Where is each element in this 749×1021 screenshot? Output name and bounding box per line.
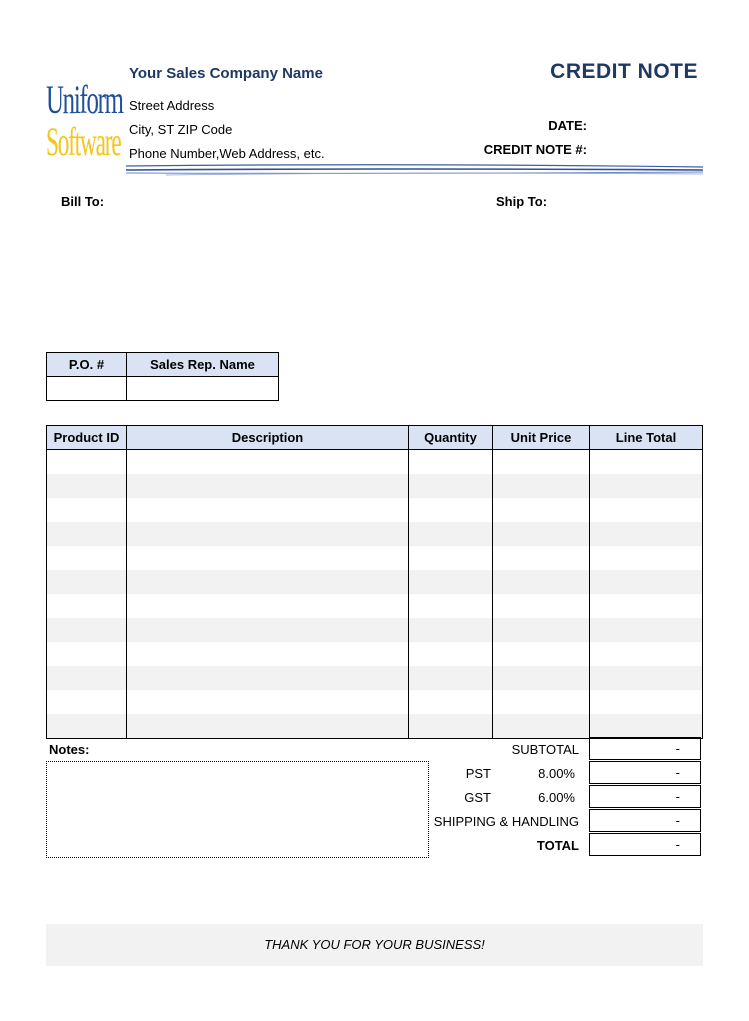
pst-rate[interactable]: 8.00% [538, 766, 575, 781]
pst-value: - [589, 761, 701, 784]
header-rule [46, 163, 703, 177]
description-cell[interactable] [127, 450, 409, 475]
notes-box[interactable] [46, 761, 429, 858]
unit-price-cell[interactable] [493, 690, 590, 714]
product-id-cell[interactable] [47, 666, 127, 690]
unit-price-cell[interactable] [493, 546, 590, 570]
logo-text-uniform: Uniform [46, 77, 123, 122]
product-id-cell[interactable] [47, 474, 127, 498]
line-total-cell[interactable] [590, 450, 703, 475]
product-id-cell[interactable] [47, 642, 127, 666]
po-table [46, 352, 279, 401]
description-header: Description [127, 426, 409, 450]
item-rows [47, 450, 703, 739]
po-number-cell[interactable] [47, 377, 127, 401]
description-cell[interactable] [127, 474, 409, 498]
unit-price-cell[interactable] [493, 522, 590, 546]
items-table [46, 425, 703, 739]
quantity-cell[interactable] [409, 594, 493, 618]
table-row [47, 546, 703, 570]
line-total-cell[interactable] [590, 546, 703, 570]
table-row [47, 450, 703, 475]
unit-price-cell[interactable] [493, 474, 590, 498]
company-street: Street Address [129, 98, 215, 113]
description-cell[interactable] [127, 522, 409, 546]
footer-thank-you: THANK YOU FOR YOUR BUSINESS! [46, 924, 703, 966]
shipping-value[interactable]: - [589, 809, 701, 832]
line-total-cell[interactable] [590, 618, 703, 642]
description-cell[interactable] [127, 618, 409, 642]
product-id-cell[interactable] [47, 450, 127, 475]
subtotal-label: SUBTOTAL [511, 742, 579, 757]
unit-price-cell[interactable] [493, 618, 590, 642]
line-total-header: Line Total [590, 426, 703, 450]
sales-rep-header: Sales Rep. Name [127, 353, 279, 377]
description-cell[interactable] [127, 690, 409, 714]
product-id-cell[interactable] [47, 498, 127, 522]
gst-rate[interactable]: 6.00% [538, 790, 575, 805]
product-id-header: Product ID [47, 426, 127, 450]
shipping-label: SHIPPING & HANDLING [433, 814, 579, 829]
description-cell[interactable] [127, 714, 409, 739]
company-logo [46, 78, 124, 174]
table-row [47, 618, 703, 642]
product-id-cell[interactable] [47, 522, 127, 546]
po-number-header: P.O. # [47, 353, 127, 377]
bill-to-label: Bill To: [61, 194, 105, 209]
quantity-cell[interactable] [409, 498, 493, 522]
quantity-cell[interactable] [409, 690, 493, 714]
total-label: TOTAL [536, 838, 579, 853]
logo-text-software: Software [46, 119, 121, 164]
notes-label: Notes: [49, 742, 90, 757]
product-id-cell[interactable] [47, 594, 127, 618]
unit-price-cell[interactable] [493, 714, 590, 739]
line-total-cell[interactable] [590, 594, 703, 618]
table-row [47, 474, 703, 498]
document-title: CREDIT NOTE [550, 60, 698, 83]
unit-price-cell[interactable] [493, 570, 590, 594]
quantity-cell[interactable] [409, 666, 493, 690]
unit-price-cell[interactable] [493, 498, 590, 522]
quantity-cell[interactable] [409, 522, 493, 546]
line-total-cell[interactable] [590, 498, 703, 522]
line-total-cell[interactable] [590, 714, 703, 739]
product-id-cell[interactable] [47, 690, 127, 714]
product-id-cell[interactable] [47, 714, 127, 739]
table-row [47, 522, 703, 546]
product-id-cell[interactable] [47, 546, 127, 570]
table-row [47, 570, 703, 594]
quantity-cell[interactable] [409, 618, 493, 642]
line-total-cell[interactable] [590, 642, 703, 666]
unit-price-cell[interactable] [493, 666, 590, 690]
pst-label: PST [465, 766, 491, 781]
line-total-cell[interactable] [590, 666, 703, 690]
quantity-cell[interactable] [409, 450, 493, 475]
quantity-cell[interactable] [409, 642, 493, 666]
description-cell[interactable] [127, 666, 409, 690]
description-cell[interactable] [127, 570, 409, 594]
quantity-header: Quantity [409, 426, 493, 450]
quantity-cell[interactable] [409, 570, 493, 594]
line-total-cell[interactable] [590, 570, 703, 594]
table-row [47, 642, 703, 666]
subtotal-value: - [589, 737, 701, 760]
company-contact: Phone Number,Web Address, etc. [129, 146, 325, 161]
ship-to-label: Ship To: [496, 194, 548, 209]
description-cell[interactable] [127, 594, 409, 618]
sales-rep-cell[interactable] [127, 377, 279, 401]
quantity-cell[interactable] [409, 474, 493, 498]
table-row [47, 714, 703, 739]
unit-price-cell[interactable] [493, 450, 590, 475]
table-row [47, 498, 703, 522]
description-cell[interactable] [127, 498, 409, 522]
product-id-cell[interactable] [47, 618, 127, 642]
company-name: Your Sales Company Name [129, 65, 323, 82]
date-label: DATE: [548, 118, 587, 133]
unit-price-cell[interactable] [493, 594, 590, 618]
credit-note-number-label: CREDIT NOTE #: [483, 142, 587, 157]
line-total-cell[interactable] [590, 474, 703, 498]
line-total-cell[interactable] [590, 522, 703, 546]
gst-value: - [589, 785, 701, 808]
table-row [47, 690, 703, 714]
total-value: - [589, 833, 701, 856]
description-cell[interactable] [127, 546, 409, 570]
quantity-cell[interactable] [409, 714, 493, 739]
product-id-cell[interactable] [47, 570, 127, 594]
line-total-cell[interactable] [590, 690, 703, 714]
gst-label: GST [464, 790, 491, 805]
unit-price-cell[interactable] [493, 642, 590, 666]
unit-price-header: Unit Price [493, 426, 590, 450]
company-city: City, ST ZIP Code [129, 122, 233, 137]
quantity-cell[interactable] [409, 546, 493, 570]
table-row [47, 666, 703, 690]
description-cell[interactable] [127, 642, 409, 666]
table-row [47, 594, 703, 618]
